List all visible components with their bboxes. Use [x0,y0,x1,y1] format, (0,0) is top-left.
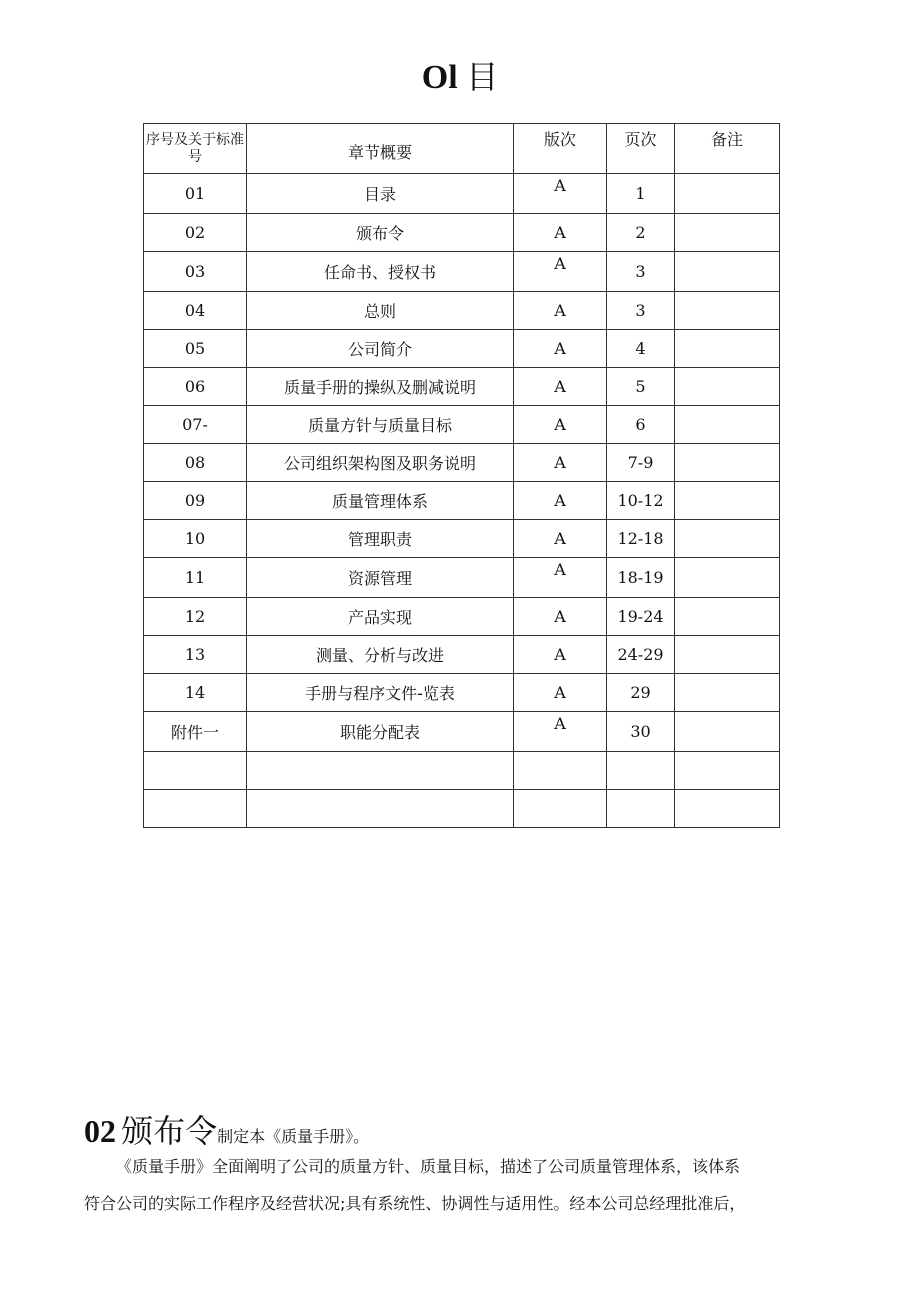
cell-remarks [675,444,780,482]
cell-number: 08 [144,444,247,482]
cell-number [144,790,247,828]
cell-remarks [675,712,780,752]
cell-page: 7-9 [607,444,675,482]
cell-page: 24-29 [607,636,675,674]
cell-number: 10 [144,520,247,558]
table-row [144,174,780,214]
cell-page: 2 [607,214,675,252]
cell-edition: A [514,636,607,674]
cell-number [144,752,247,790]
cell-page: 5 [607,368,675,406]
page-title [0,52,920,98]
table-row [144,674,780,712]
table-header-row [144,124,780,174]
cell-remarks [675,482,780,520]
cell-page: 19-24 [607,598,675,636]
section-subtitle: 制定本《质量手册》。 [217,1127,370,1146]
cell-page: 29 [607,674,675,712]
header-number: 序号及关于标准号 [144,124,247,174]
table-row [144,712,780,752]
cell-summary: 总则 [247,292,514,330]
header-edition: 版次 [514,124,607,174]
cell-remarks [675,174,780,214]
cell-remarks [675,520,780,558]
cell-edition: A [514,598,607,636]
cell-number: 07- [144,406,247,444]
cell-page: 6 [607,406,675,444]
cell-page [607,752,675,790]
cell-edition [514,752,607,790]
cell-summary: 职能分配表 [247,712,514,752]
cell-remarks [675,368,780,406]
cell-edition: A [514,712,607,752]
cell-summary: 管理职责 [247,520,514,558]
cell-remarks [675,252,780,292]
cell-number: 01 [144,174,247,214]
table-row [144,406,780,444]
cell-number: 02 [144,214,247,252]
cell-edition: A [514,674,607,712]
cell-remarks [675,330,780,368]
paragraph-line: 符合公司的实际工作程序及经营状况;具有系统性、协调性与适用性。经本公司总经理批准后， [84,1194,746,1213]
table-row [144,444,780,482]
table-row [144,252,780,292]
cell-summary [247,790,514,828]
cell-edition: A [514,368,607,406]
cell-remarks [675,636,780,674]
cell-remarks [675,790,780,828]
cell-remarks [675,292,780,330]
title-number: Ol [421,59,458,96]
cell-number: 04 [144,292,247,330]
table-row [144,636,780,674]
table-row [144,598,780,636]
header-summary: 章节概要 [247,124,514,174]
header-page: 页次 [607,124,675,174]
cell-page: 12-18 [607,520,675,558]
contents-table [143,123,780,828]
cell-summary: 目录 [247,174,514,214]
title-text: 目 [466,58,499,96]
section-heading [84,1106,369,1152]
table-row [144,368,780,406]
header-remarks: 备注 [675,124,780,174]
table-row [144,292,780,330]
cell-page: 4 [607,330,675,368]
section-number: 02 [84,1113,116,1149]
cell-number: 13 [144,636,247,674]
cell-number: 14 [144,674,247,712]
table-row [144,752,780,790]
cell-number: 06 [144,368,247,406]
cell-edition: A [514,444,607,482]
cell-summary: 公司组织架构图及职务说明 [247,444,514,482]
section-title: 颁布令 [121,1112,218,1150]
cell-edition: A [514,520,607,558]
cell-summary: 颁布令 [247,214,514,252]
cell-remarks [675,752,780,790]
cell-summary: 资源管理 [247,558,514,598]
cell-edition: A [514,406,607,444]
cell-number: 09 [144,482,247,520]
cell-page: 1 [607,174,675,214]
cell-number: 05 [144,330,247,368]
cell-page: 10-12 [607,482,675,520]
table-row [144,482,780,520]
cell-page [607,790,675,828]
table-row [144,520,780,558]
cell-remarks [675,558,780,598]
cell-number: 12 [144,598,247,636]
cell-number: 附件一 [144,712,247,752]
cell-summary: 测量、分析与改进 [247,636,514,674]
cell-summary: 公司简介 [247,330,514,368]
table-row [144,790,780,828]
cell-edition: A [514,558,607,598]
cell-summary [247,752,514,790]
cell-remarks [675,214,780,252]
cell-summary: 任命书、授权书 [247,252,514,292]
cell-summary: 手册与程序文件-览表 [247,674,514,712]
cell-summary: 质量方针与质量目标 [247,406,514,444]
cell-remarks [675,598,780,636]
table-row [144,558,780,598]
cell-number: 11 [144,558,247,598]
cell-edition: A [514,214,607,252]
cell-page: 3 [607,252,675,292]
cell-edition: A [514,482,607,520]
cell-page: 30 [607,712,675,752]
cell-edition: A [514,330,607,368]
cell-remarks [675,406,780,444]
cell-summary: 产品实现 [247,598,514,636]
cell-edition [514,790,607,828]
paragraph-line: 《质量手册》全面阐明了公司的质量方针、质量目标，描述了公司质量管理体系，该体系 [116,1157,741,1176]
cell-number: 03 [144,252,247,292]
cell-edition: A [514,252,607,292]
table-row [144,330,780,368]
cell-remarks [675,674,780,712]
cell-page: 3 [607,292,675,330]
cell-edition: A [514,174,607,214]
table-row [144,214,780,252]
cell-edition: A [514,292,607,330]
cell-page: 18-19 [607,558,675,598]
cell-summary: 质量手册的操纵及删减说明 [247,368,514,406]
cell-summary: 质量管理体系 [247,482,514,520]
